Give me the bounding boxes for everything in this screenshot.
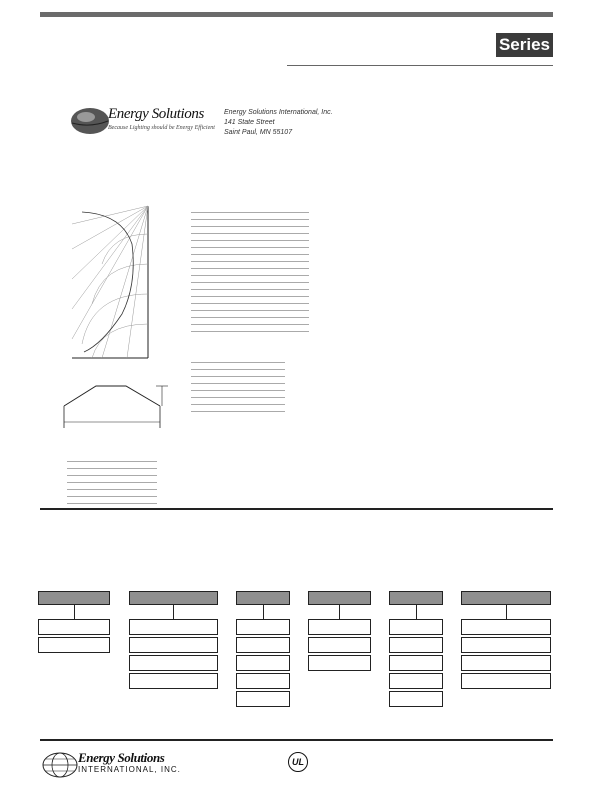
zonal-table: [186, 353, 282, 415]
order-column-header: [236, 591, 290, 605]
order-column-2: [129, 591, 218, 689]
order-option-box: [389, 655, 443, 671]
header-rule: [287, 65, 553, 66]
order-column-header: [129, 591, 218, 605]
footer-rule: [40, 739, 553, 741]
order-option-box: [308, 655, 371, 671]
order-column-5: [389, 591, 443, 707]
globe-logo-icon: [70, 106, 110, 136]
address-line: 141 State Street: [224, 119, 275, 126]
order-option-box: [38, 619, 110, 635]
ul-listed-icon: UL: [288, 752, 308, 772]
order-option-box: [389, 691, 443, 707]
column-connector: [339, 605, 340, 619]
order-column-4: [308, 591, 371, 671]
order-option-box: [461, 673, 551, 689]
order-option-box: [38, 637, 110, 653]
order-column-header: [389, 591, 443, 605]
column-connector: [74, 605, 75, 619]
company-address: [224, 108, 333, 138]
order-option-box: [461, 655, 551, 671]
order-option-box: [389, 637, 443, 653]
order-option-box: [236, 673, 290, 689]
footer-globe-icon: [42, 751, 78, 779]
company-tagline: Because Lighting should be Energy Efficient: [108, 125, 215, 131]
column-connector: [173, 605, 174, 619]
zonal-table-rows: [191, 359, 287, 421]
order-column-3: [236, 591, 290, 707]
spacing-table: [62, 452, 158, 502]
section-divider: [40, 508, 553, 510]
order-option-box: [461, 619, 551, 635]
order-option-box: [389, 673, 443, 689]
order-option-box: [461, 637, 551, 653]
footer-company-name: Energy Solutions: [78, 750, 165, 765]
fixture-diagram: [56, 378, 172, 436]
order-option-box: [236, 637, 290, 653]
candlepower-plot: [62, 204, 158, 360]
order-column-6: [461, 591, 551, 689]
order-option-box: [129, 637, 218, 653]
candlepower-table-rows: [191, 209, 311, 339]
company-logo-name: Energy Solutions: [108, 106, 204, 122]
footer-company-subtitle: INTERNATIONAL, INC.: [78, 765, 181, 774]
order-option-box: [129, 673, 218, 689]
top-rule: [40, 12, 553, 17]
order-option-box: [236, 619, 290, 635]
order-option-box: [129, 619, 218, 635]
address-line: Saint Paul, MN 55107: [224, 129, 293, 136]
order-option-box: [389, 619, 443, 635]
candlepower-table: [186, 203, 306, 333]
series-badge: Series: [496, 33, 553, 57]
order-option-box: [308, 637, 371, 653]
order-column-header: [461, 591, 551, 605]
column-connector: [506, 605, 507, 619]
order-option-box: [308, 619, 371, 635]
order-column-header: [308, 591, 371, 605]
spacing-table-rows: [67, 458, 163, 508]
order-option-box: [236, 691, 290, 707]
column-connector: [263, 605, 264, 619]
column-connector: [416, 605, 417, 619]
address-line: Energy Solutions International, Inc.: [224, 109, 333, 116]
order-column-1: [38, 591, 110, 653]
order-option-box: [129, 655, 218, 671]
order-column-header: [38, 591, 110, 605]
order-option-box: [236, 655, 290, 671]
